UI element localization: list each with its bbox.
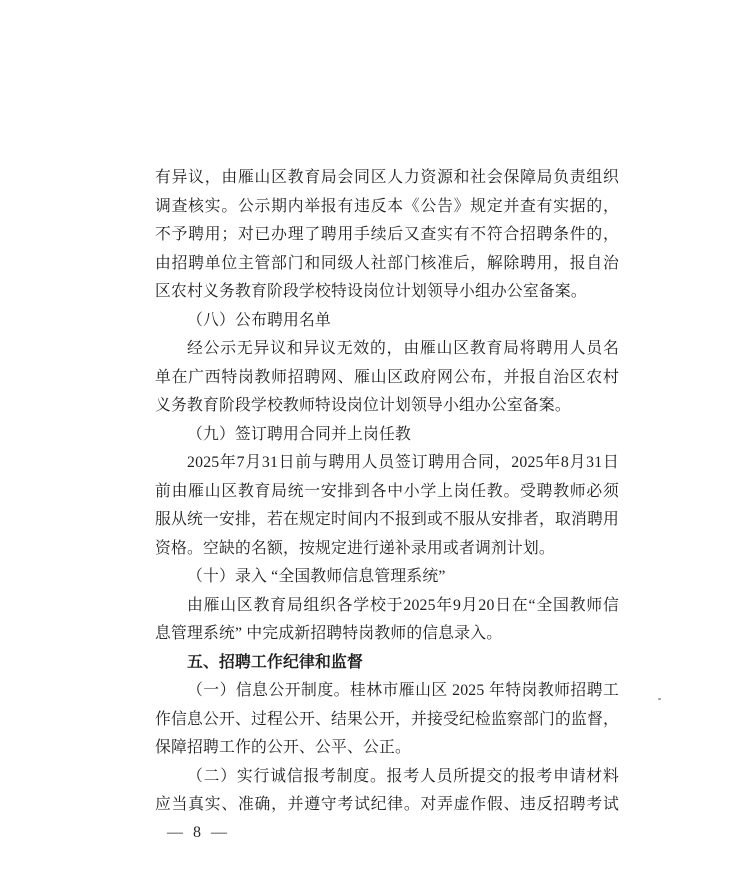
text-line: 保障招聘工作的公开、公平、公正。 (155, 739, 411, 756)
text-line: 资格。空缺的名额，按规定进行递补录用或者调剂计划。 (155, 539, 555, 557)
text-line: 单在广西特岗教师招聘网、雁山区政府网公布，并报自治区农村 (155, 368, 619, 386)
text-line: 义务教育阶段学校教师特设岗位计划领导小组办公室备案。 (155, 397, 571, 414)
text-line: 由招聘单位主管部门和同级人社部门核准后，解除聘用，报自治 (155, 254, 619, 272)
text-line: 服从统一安排，若在规定时间内不报到或不服从安排者，取消聘用 (155, 511, 619, 528)
text-line: （一）信息公开制度。桂林市雁山区 2025 年特岗教师招聘工 (187, 682, 619, 699)
text-line: （十）录入 “全国教师信息管理系统” (187, 568, 446, 585)
text-line: 五、招聘工作纪律和监督 (187, 653, 363, 671)
text-line: （二）实行诚信报考制度。报考人员所提交的报考申请材料 (187, 767, 619, 785)
text-line: （九）签订聘用合同并上岗任教 (187, 425, 411, 443)
text-line: 调查核实。公示期内举报有违反本《公告》规定并查有实据的， (155, 197, 619, 215)
text-line: 由雁山区教育局组织各学校于2025年9月20日在“全国教师信 (187, 596, 619, 614)
text-line: 经公示无异议和异议无效的，由雁山区教育局将聘用人员名 (187, 340, 619, 357)
text-line: 不予聘用；对已办理了聘用手续后又查实有不符合招聘条件的， (155, 226, 619, 243)
text-line: 应当真实、准确，并遵守考试纪律。对弄虚作假、违反招聘考试 (155, 796, 619, 813)
text-line: 作信息公开、过程公开、结果公开，并接受纪检监察部门的监督， (155, 710, 619, 728)
text-line: （八）公布聘用名单 (187, 311, 331, 329)
document-body (155, 164, 619, 820)
scan-speck (658, 698, 661, 700)
text-line: 有异议，由雁山区教育局会同区人力资源和社会保障局负责组织 (155, 169, 619, 186)
text-line: 区农村义务教育阶段学校特设岗位计划领导小组办公室备案。 (155, 283, 587, 300)
text-line: 息管理系统” 中完成新招聘特岗教师的信息录入。 (155, 625, 503, 642)
text-line: 2025年7月31日前与聘用人员签订聘用合同，2025年8月31日 (187, 454, 619, 471)
page-number: — 8 — (167, 824, 230, 841)
text-line: 前由雁山区教育局统一安排到各中小学上岗任教。受聘教师必须 (155, 482, 619, 500)
